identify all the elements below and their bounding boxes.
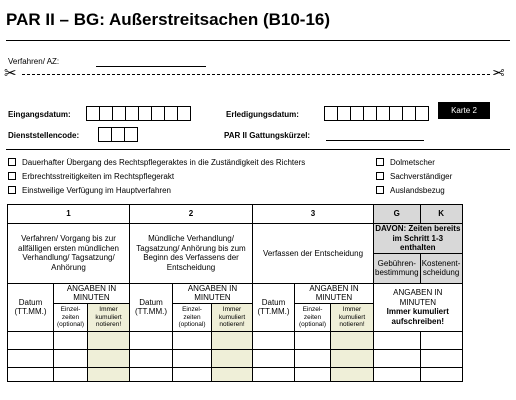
title-rule [6, 40, 510, 41]
karte-badge: Karte 2 [438, 102, 490, 119]
datum-header-3: Datum (TT.MM.) [253, 283, 295, 331]
checkbox-icon [376, 172, 384, 180]
checkbox-auslandsbezug[interactable]: Auslandsbezug [376, 183, 452, 197]
page-title: PAR II – BG: Außerstreitsachen (B10-16) [6, 10, 331, 29]
col-header-2: 2 [130, 205, 253, 224]
checkbox-icon [376, 158, 384, 166]
checkbox-icon [8, 186, 16, 194]
einzel-header-3: Einzel-zeiten (optional) [295, 303, 331, 331]
col-header-g: G [374, 205, 421, 224]
immer-header-2: Immer kumuliert notieren! [212, 303, 253, 331]
checkbox-sachverstaendiger[interactable]: Sachverständiger [376, 169, 452, 183]
table-row [8, 367, 463, 381]
erledigungsdatum-field[interactable] [324, 106, 429, 120]
datum-header-2: Datum (TT.MM.) [130, 283, 173, 331]
gattungskuerzel-label: PAR II Gattungskürzel: [224, 131, 311, 140]
dienststellencode-field[interactable] [98, 127, 138, 141]
checkbox-icon [8, 172, 16, 180]
checkbox-icon [8, 158, 16, 166]
verfahren-field[interactable] [96, 66, 206, 67]
verfahren-label: Verfahren/ AZ: [8, 57, 60, 66]
dienststellencode-label: Dienststellencode: [8, 131, 80, 140]
immer-header-3: Immer kumuliert notieren! [331, 303, 374, 331]
gattungskuerzel-field[interactable] [326, 140, 424, 141]
cut-line [22, 74, 490, 75]
einzel-header-1: Einzel-zeiten (optional) [54, 303, 88, 331]
checkbox-icon [376, 186, 384, 194]
angaben-header-2: ANGABEN IN MINUTEN [173, 283, 253, 303]
eingangsdatum-label: Eingangsdatum: [8, 110, 71, 119]
immer-header-1: Immer kumuliert notieren! [88, 303, 130, 331]
checkbox-erbrechtsstreitigkeiten[interactable]: Erbrechtsstreitigkeiten im Rechtspflegerakt [8, 169, 305, 183]
checkbox-einstweilige-verfuegung[interactable]: Einstweilige Verfügung im Hauptverfahren [8, 183, 305, 197]
scissors-left-icon: ✂ [4, 65, 17, 82]
davon-note: DAVON: Zeiten bereits im Schritt 1-3 enthalten [375, 224, 461, 253]
time-table [7, 204, 463, 382]
col-header-k: K [420, 205, 462, 224]
datum-header-1: Datum (TT.MM.) [8, 283, 54, 331]
checkbox-dolmetscher[interactable]: Dolmetscher [376, 155, 452, 169]
col-header-1: 1 [8, 205, 130, 224]
table-row [8, 331, 463, 349]
angaben-header-1: ANGABEN IN MINUTEN [54, 283, 130, 303]
angaben-gk-header: ANGABEN IN MINUTEN Immer kumuliert aufschreiben! [374, 283, 463, 331]
col-header-3: 3 [253, 205, 374, 224]
eingangsdatum-field[interactable] [86, 106, 191, 120]
desc-2: Mündliche Verhandlung/ Tagsatzung/ Anhörung bis zum Beginn des Verfassens der Entscheidung [130, 224, 253, 284]
desc-1: Verfahren/ Vorgang bis zur allfälligen ersten mündlichen Verhandlung/ Tagsatzung/ Anhörung [8, 224, 130, 284]
einzel-header-2: Einzel-zeiten (optional) [173, 303, 212, 331]
scissors-right-icon: ✂ [492, 65, 505, 82]
erledigungsdatum-label: Erledigungsdatum: [226, 110, 299, 119]
kosten-header: Kostenent-scheidung [420, 253, 462, 283]
section-rule [6, 149, 510, 150]
gebuehren-header: Gebühren-bestimmung [374, 253, 421, 283]
checkbox-dauerhafter-uebergang[interactable]: Dauerhafter Übergang des Rechtspflegeraktes in die Zuständigkeit des Richters [8, 155, 305, 169]
desc-3: Verfassen der Entscheidung [253, 224, 374, 284]
angaben-header-3: ANGABEN IN MINUTEN [295, 283, 374, 303]
table-row [8, 349, 463, 367]
